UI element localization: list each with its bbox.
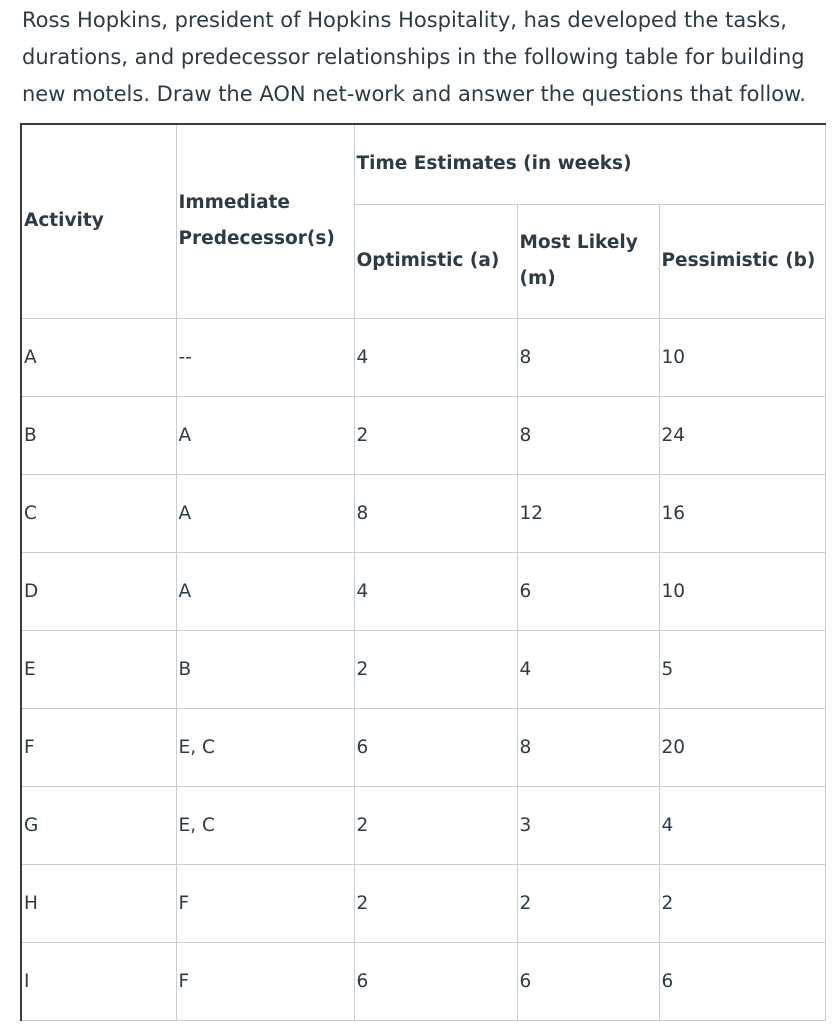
most-likely-cell: 6: [517, 552, 659, 630]
table-row: [21, 864, 825, 942]
most-likely-cell: 3: [517, 786, 659, 864]
most-likely-cell: 6: [517, 942, 659, 1020]
table-row: [21, 396, 825, 474]
optimistic-cell: 2: [354, 864, 517, 942]
activity-cell: B: [21, 396, 176, 474]
most-likely-cell: 8: [517, 318, 659, 396]
pessimistic-cell: 2: [659, 864, 825, 942]
optimistic-cell: 8: [354, 474, 517, 552]
table-row: [21, 708, 825, 786]
predecessor-cell: --: [176, 318, 354, 396]
pessimistic-cell: 16: [659, 474, 825, 552]
table-row: [21, 552, 825, 630]
pessimistic-cell: 10: [659, 552, 825, 630]
predecessor-cell: F: [176, 864, 354, 942]
table-row: [21, 942, 825, 1020]
predecessor-cell: A: [176, 552, 354, 630]
activity-table: [20, 123, 826, 1021]
optimistic-cell: 2: [354, 396, 517, 474]
activity-cell: F: [21, 708, 176, 786]
pessimistic-cell: 10: [659, 318, 825, 396]
predecessor-cell: E, C: [176, 786, 354, 864]
most-likely-cell: 8: [517, 396, 659, 474]
optimistic-cell: 6: [354, 942, 517, 1020]
intro-line-3: new motels. Draw the AON net-work and answer the questions that follow.: [22, 82, 806, 106]
predecessor-cell: A: [176, 396, 354, 474]
most-likely-header: Most Likely (m): [517, 204, 659, 318]
predecessor-cell: A: [176, 474, 354, 552]
predecessor-cell: F: [176, 942, 354, 1020]
activity-cell: D: [21, 552, 176, 630]
table-row: [21, 630, 825, 708]
most-likely-cell: 8: [517, 708, 659, 786]
optimistic-cell: 2: [354, 786, 517, 864]
predecessor-cell: B: [176, 630, 354, 708]
pessimistic-cell: 6: [659, 942, 825, 1020]
optimistic-header: Optimistic (a): [354, 204, 517, 318]
pessimistic-cell: 5: [659, 630, 825, 708]
table-row: [21, 786, 825, 864]
intro-line-1: Ross Hopkins, president of Hopkins Hospitality, has developed the tasks,: [22, 8, 787, 32]
activity-cell: C: [21, 474, 176, 552]
activity-cell: I: [21, 942, 176, 1020]
time-estimates-header: Time Estimates (in weeks): [354, 124, 825, 204]
pessimistic-cell: 20: [659, 708, 825, 786]
table-row: [21, 474, 825, 552]
optimistic-cell: 6: [354, 708, 517, 786]
most-likely-cell: 12: [517, 474, 659, 552]
activity-cell: H: [21, 864, 176, 942]
activity-cell: A: [21, 318, 176, 396]
predecessor-header: Immediate Predecessor(s): [176, 124, 354, 318]
activity-cell: E: [21, 630, 176, 708]
predecessor-cell: E, C: [176, 708, 354, 786]
table-row: [21, 318, 825, 396]
activity-header: Activity: [21, 124, 176, 318]
optimistic-cell: 4: [354, 552, 517, 630]
optimistic-cell: 2: [354, 630, 517, 708]
optimistic-cell: 4: [354, 318, 517, 396]
intro-paragraph: [22, 2, 822, 113]
most-likely-cell: 2: [517, 864, 659, 942]
header-row-1: [21, 124, 825, 204]
pessimistic-header: Pessimistic (b): [659, 204, 825, 318]
intro-line-2: durations, and predecessor relationships in the following table for building: [22, 45, 805, 69]
most-likely-cell: 4: [517, 630, 659, 708]
activity-cell: G: [21, 786, 176, 864]
pessimistic-cell: 24: [659, 396, 825, 474]
pessimistic-cell: 4: [659, 786, 825, 864]
